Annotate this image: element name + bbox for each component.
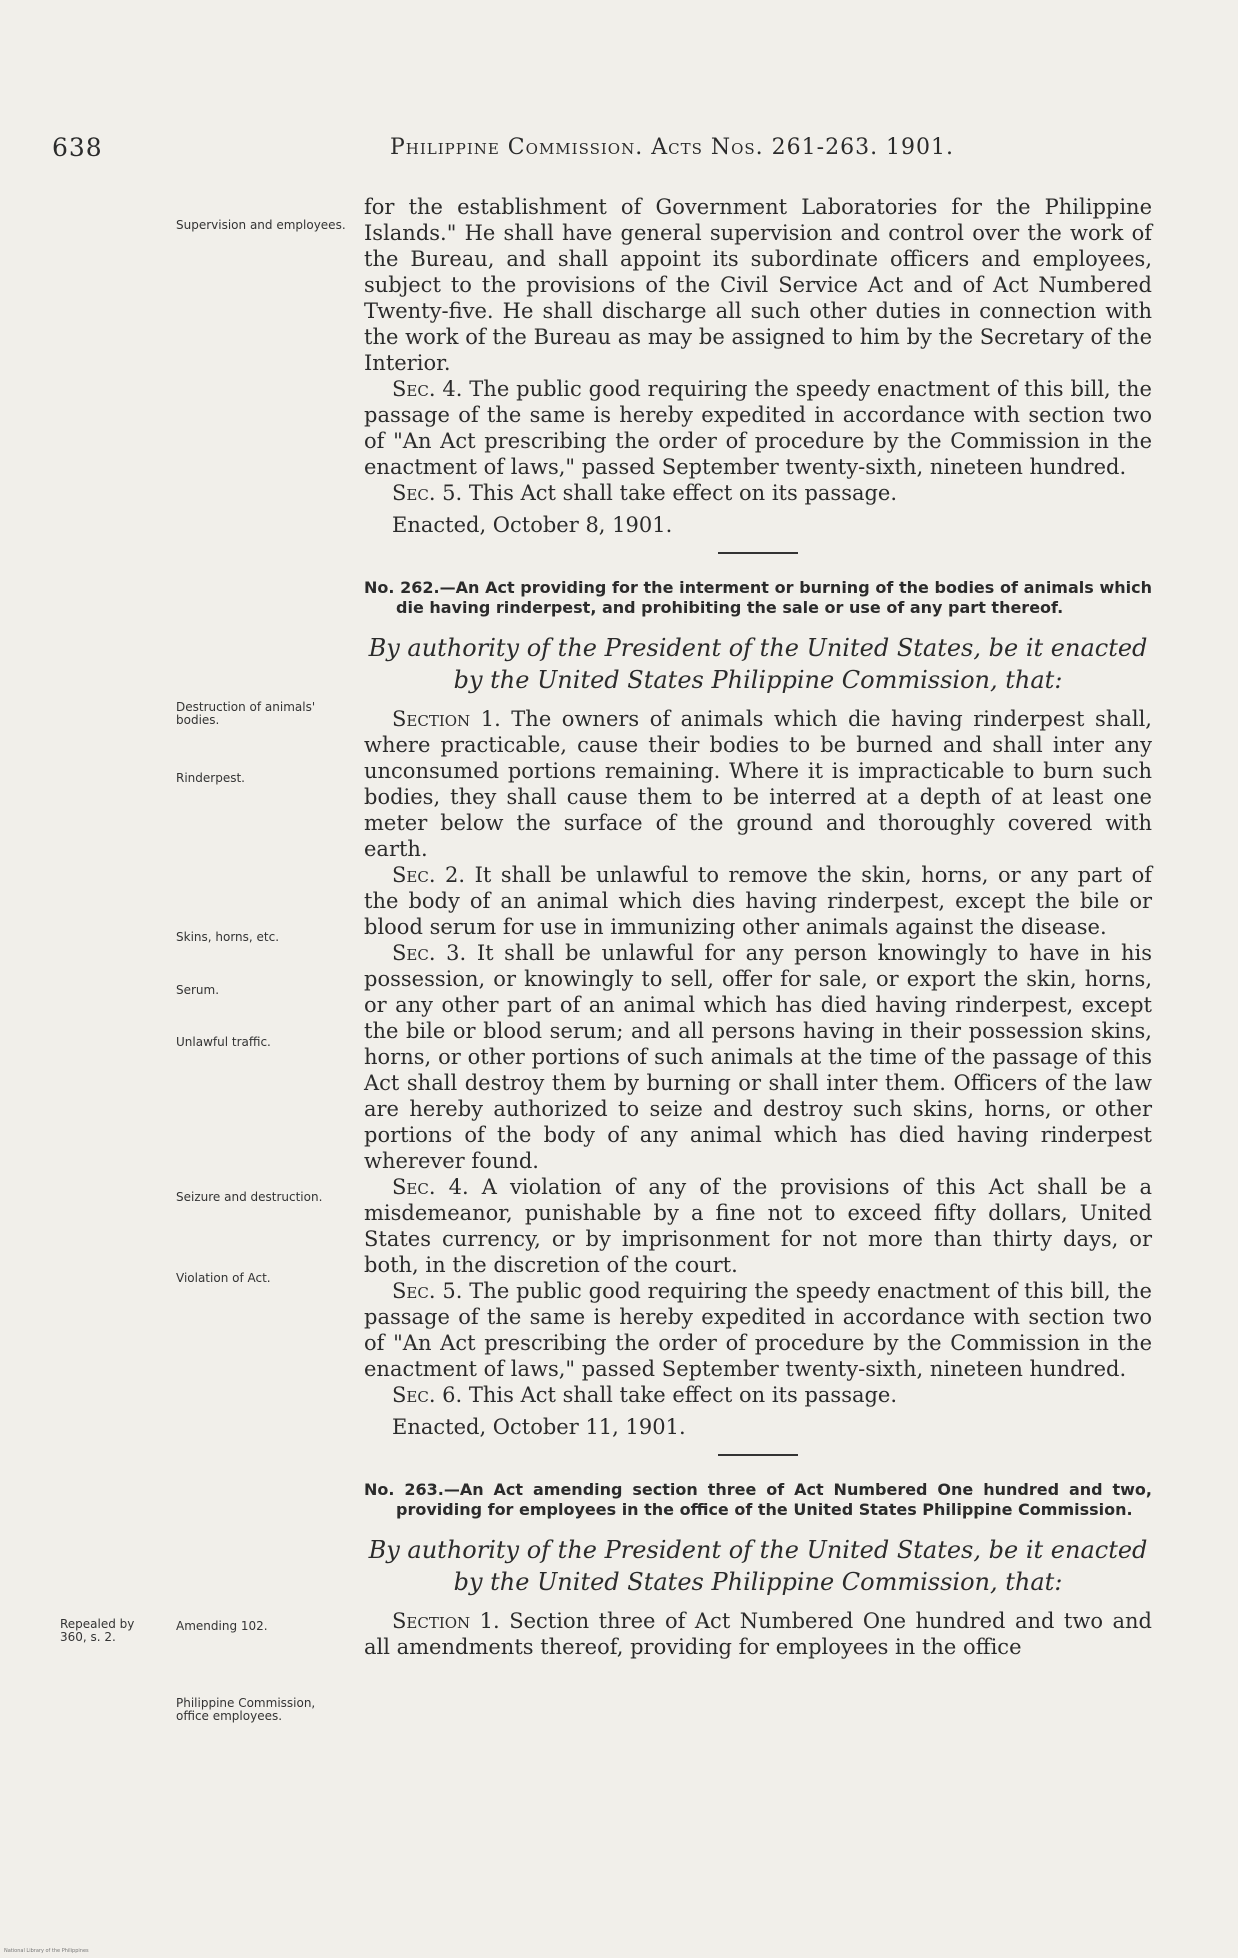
section-text: This Act shall take effect on its passage. <box>468 1383 898 1407</box>
act261-enacted: Enacted, October 8, 1901. <box>392 513 673 537</box>
section-label: Sec. 2. <box>392 863 466 887</box>
act261-section-4 <box>364 376 1152 480</box>
section-divider <box>718 552 798 554</box>
section-text: This Act shall take effect on its passage. <box>468 481 898 505</box>
section-label: Sec. 6. <box>392 1383 463 1407</box>
section-label: Section 1. <box>392 707 501 731</box>
margin-note-destruction: Destruction of animals' bodies. <box>176 700 316 727</box>
section-text: The owners of animals which die having rinderpest shall, where practicable, cause their bodies to be burned and shall inter any unconsumed portions remaining. Where it is impracticable to burn such bodies, they shall cause them to be interred at a depth of at least one meter below the surface of the ground and thoroughly covered with earth. <box>364 707 1152 861</box>
section-text: It shall be unlawful for any person knowingly to have in his possession, or knowingly to sell, offer for sale, or export the skin, horns, or any other part of an animal which has died having rinderpest, except the bile or blood serum; and all persons having in their possession skins, horns, or other portions of such animals at the time of the passage of this Act shall destroy them by burning or shall inter them. Officers of the law are hereby authorized to seize and destroy such skins, horns, or other portions of the body of any animal which has died having rinderpest wherever found. <box>364 941 1152 1173</box>
margin-note-supervision: Supervision and employees. <box>176 218 346 232</box>
margin-note-skins: Skins, horns, etc. <box>176 930 280 944</box>
act263-enacting-clause: By authority of the President of the United States, be it enacted by the United States Philippine Commission, that: <box>368 1536 1148 1596</box>
scan-footer: National Library of the Philippines <box>4 1948 89 1954</box>
act261-section-5 <box>364 480 1152 506</box>
act263-section-1 <box>364 1608 1152 1660</box>
page-number: 638 <box>52 133 103 162</box>
margin-note-serum: Serum. <box>176 983 220 997</box>
section-label: Sec. 3. <box>392 941 467 965</box>
act262-enacted: Enacted, October 11, 1901. <box>392 1415 686 1439</box>
margin-note-unlawful: Unlawful traffic. <box>176 1035 271 1049</box>
section-label: Sec. 4. <box>392 377 463 401</box>
margin-note-commission-employees: Philippine Commission, office employees. <box>176 1696 316 1723</box>
section-divider <box>718 1454 798 1456</box>
act262-enacting-clause: By authority of the President of the United States, be it enacted by the United States Philippine Commission, that: <box>368 634 1148 694</box>
running-title: Philippine Commission. Acts Nos. 261-263. 1901. <box>389 135 955 160</box>
act262-section-2 <box>364 862 1152 940</box>
act262-section-4 <box>364 1174 1152 1278</box>
act263-heading: No. 263.—An Act amending section three of Act Numbered One hundred and two, providing for employees in the office of the United States Philippine Commission. <box>364 1480 1152 1519</box>
act262-section-1 <box>364 706 1152 862</box>
act262-section-3 <box>364 940 1152 1174</box>
margin-note-rinderpest: Rinderpest. <box>176 771 245 785</box>
section-text: Section three of Act Numbered One hundred and two and all amendments thereof, providing for employees in the office <box>364 1609 1152 1659</box>
section-label: Sec. 5. <box>392 481 463 505</box>
section-text: The public good requiring the speedy enactment of this bill, the passage of the same is hereby expedited in accordance with section two of "An Act prescribing the order of procedure by the Commission in the enactment of laws," passed September twenty-sixth, nineteen hundred. <box>364 1279 1152 1381</box>
act262-heading: No. 262.—An Act providing for the interment or burning of the bodies of animals which die having rinderpest, and prohibiting the sale or use of any part thereof. <box>364 578 1152 617</box>
section-label: Sec. 5. <box>392 1279 463 1303</box>
margin-note-violation: Violation of Act. <box>176 1271 271 1285</box>
section-label: Sec. 4. <box>392 1175 469 1199</box>
section-text: It shall be unlawful to remove the skin, horns, or any part of the body of an animal which dies having rinderpest, except the bile or blood serum for use in immunizing other animals against the disease. <box>364 863 1152 939</box>
margin-note-seizure: Seizure and destruction. <box>176 1190 323 1204</box>
section-text: The public good requiring the speedy enactment of this bill, the passage of the same is hereby expedited in accordance with section two of "An Act prescribing the order of procedure by the Commission in the enactment of laws," passed September twenty-sixth, nineteen hundred. <box>364 377 1152 479</box>
main-text <box>364 194 1152 1660</box>
act262-section-5 <box>364 1278 1152 1382</box>
act262-section-6 <box>364 1382 1152 1408</box>
section-text: A violation of any of the provisions of this Act shall be a misdemeanor, punishable by a fine not to exceed fifty dollars, United States currency, or by imprisonment for not more than thirty days, or both, in the discretion of the court. <box>364 1175 1152 1277</box>
section-label: Section 1. <box>392 1609 500 1633</box>
margin-note-amending: Amending 102. <box>176 1619 268 1633</box>
act261-continuation: for the establishment of Government Laboratories for the Philippine Islands." He shall have general supervision and control over the work of the Bureau, and shall appoint its subordinate officers and employees, subject to the provisions of the Civil Service Act and of Act Numbered Twenty-five. He shall discharge all such other duties in connection with the work of the Bureau as may be assigned to him by the Secretary of the Interior. <box>364 195 1152 375</box>
margin-note-repealed: Repealed by 360, s. 2. <box>60 1617 135 1644</box>
page-header <box>52 133 1092 163</box>
